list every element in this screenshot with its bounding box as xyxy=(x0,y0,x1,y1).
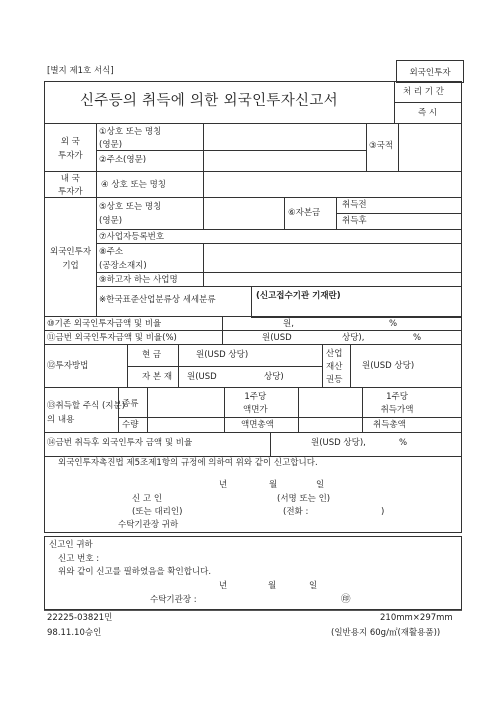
foreign-address-label: ②주소(영문) xyxy=(99,155,147,165)
divider xyxy=(336,213,462,214)
footer-size: 210mm×297mm xyxy=(380,613,453,623)
report-number-label: 신고 번호 : xyxy=(58,554,100,564)
divider xyxy=(44,610,462,611)
receipt-confirm-text: 위와 같이 신고를 필하였음을 확인합니다. xyxy=(58,567,212,577)
divider xyxy=(322,344,323,387)
page-title: 신주등의 취득에 의한 외국인투자신고서 xyxy=(80,93,338,109)
capital-goods-equivalent: 상당) xyxy=(264,372,284,382)
receipt-day: 일 xyxy=(309,581,318,591)
divider xyxy=(44,387,462,388)
stock-acquisition-label: ⑬취득할 주식 (지분) 의 내용 xyxy=(47,401,126,425)
par-value-label: 1주당 액면가 xyxy=(243,392,268,415)
divider xyxy=(224,387,225,432)
agency-note: (신고접수기관 기재란) xyxy=(256,291,341,301)
foreign-name-label: ①상호 또는 명칭 (영문) xyxy=(99,127,162,150)
divider xyxy=(96,243,462,244)
total-par-label: 액면총액 xyxy=(241,420,274,430)
footer-paper: (일반용지 60g/㎡(재활용품)) xyxy=(331,628,441,638)
capital-goods-won: 원(USD xyxy=(187,372,217,382)
seal-icon: ㊞ xyxy=(341,594,351,605)
category-box xyxy=(396,60,464,83)
declaration-year: 년 xyxy=(219,480,228,490)
current-acquisition-won-usd: 원(USD 상당), xyxy=(311,438,366,448)
footer-approval: 98.11.10승인 xyxy=(47,628,102,638)
divider xyxy=(96,229,462,230)
divider xyxy=(44,171,462,172)
divider xyxy=(270,432,271,457)
declaration-day: 일 xyxy=(316,480,325,490)
domestic-investor-label: 내 국 투자가 xyxy=(58,174,83,197)
current-won-usd: 원(USD xyxy=(262,333,292,343)
stock-kind-label: 종류 xyxy=(122,399,139,409)
divider xyxy=(203,171,204,197)
divider xyxy=(350,344,351,387)
quantity-label: 수량 xyxy=(122,420,139,430)
current-acquisition-percent: % xyxy=(399,438,408,448)
fi-name-label: ⑤상호 또는 명칭 (영문) xyxy=(99,202,162,226)
existing-won: 원, xyxy=(283,319,294,329)
capital-after-label: 취득후 xyxy=(342,216,367,226)
fi-company-label: 외국인투자 기업 xyxy=(50,247,92,271)
industry-class-label: ※한국표준산업분류상 세세분류 xyxy=(99,295,216,305)
processing-period-label: 처 리 기 간 xyxy=(403,87,444,97)
declaration-section xyxy=(44,457,462,533)
phone-label: (전화 : xyxy=(283,507,309,517)
domestic-name-label: ④ 상호 또는 명칭 xyxy=(101,180,166,190)
divider xyxy=(118,417,462,418)
divider xyxy=(178,344,179,387)
divider xyxy=(366,124,367,171)
addressee: 수탁기관장 귀하 xyxy=(118,520,179,530)
divider xyxy=(147,387,148,432)
current-acquisition-label: ⑭금번 취득후 외국인투자 금액 및 비율 xyxy=(47,438,193,448)
signature-label: (서명 또는 인) xyxy=(277,494,331,504)
divider xyxy=(203,124,204,171)
divider xyxy=(203,272,204,286)
total-acquisition-label: 취득총액 xyxy=(373,420,406,430)
declaration-text: 외국인투자촉진법 제5조제1항의 규정에 의하여 위와 같이 신고합니다. xyxy=(58,458,318,468)
divider xyxy=(44,197,462,198)
cash-value: 원(USD 상당) xyxy=(196,350,249,360)
declaration-month: 월 xyxy=(269,480,278,490)
divider xyxy=(44,344,462,345)
receipt-honorific: 신고인 귀하 xyxy=(49,540,93,550)
fi-address-label: ⑧주소 (공장소재지) xyxy=(99,247,147,271)
divider xyxy=(96,150,366,151)
divider xyxy=(96,286,462,287)
divider xyxy=(127,366,322,367)
divider xyxy=(251,286,252,317)
divider xyxy=(284,197,285,229)
current-investment-label: ⑪금번 외국인투자금액 및 비율(%) xyxy=(47,333,177,343)
phone-close: ) xyxy=(381,507,385,517)
divider xyxy=(203,197,204,229)
divider xyxy=(44,330,462,331)
divider xyxy=(96,272,462,273)
ip-label: 산업 재산 권등 xyxy=(326,349,343,385)
divider xyxy=(44,432,462,433)
current-percent: % xyxy=(413,333,422,343)
divider xyxy=(398,124,399,171)
divider xyxy=(298,387,299,432)
business-reg-label: ⑦사업자등록번호 xyxy=(99,232,165,242)
cash-label: 현 금 xyxy=(142,350,162,360)
ip-value: 원(USD 상당) xyxy=(362,361,415,371)
receipt-head-label: 수탁기관장 : xyxy=(150,595,197,605)
investment-method-label: ⑫투자방법 xyxy=(47,361,89,371)
category-label: 외국인투자 xyxy=(409,67,451,78)
divider xyxy=(394,102,462,103)
processing-period-value: 즉 시 xyxy=(418,108,438,118)
footer-code: 22225-03821민 xyxy=(47,613,113,623)
nationality-label: ③국적 xyxy=(369,141,394,151)
current-equivalent: 상당), xyxy=(342,333,365,343)
form-number: [별지 제1호 서식] xyxy=(47,66,114,76)
divider xyxy=(222,317,223,344)
capital-before-label: 취득전 xyxy=(342,200,367,210)
capital-label: ⑥자본금 xyxy=(288,208,321,218)
reporter-label: 신 고 인 xyxy=(132,494,163,504)
divider xyxy=(96,124,97,317)
agent-label: (또는 대리인) xyxy=(132,507,183,517)
divider xyxy=(203,243,204,272)
receipt-year: 년 xyxy=(219,581,228,591)
existing-percent: % xyxy=(389,319,398,329)
receipt-month: 월 xyxy=(268,581,277,591)
foreign-investor-label: 외 국 투자가 xyxy=(58,137,83,161)
capital-goods-label: 자 본 재 xyxy=(142,372,173,382)
existing-investment-label: ⑩기존 외국인투자금액 및 비율 xyxy=(47,319,162,329)
business-name-label: ⑨하고자 하는 사업명 xyxy=(99,275,178,285)
acquisition-price-label: 1주당 취득가액 xyxy=(380,392,414,415)
